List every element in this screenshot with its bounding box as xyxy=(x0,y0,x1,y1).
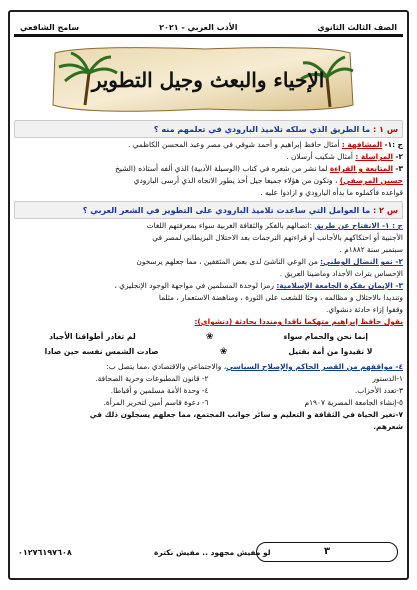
answer-line: قواعده فأكملوه ما بدأه البارودي و ازادوا عليه . xyxy=(260,188,403,197)
answer-line: ٣- المتابعة و القراءة لما نشر من شعره في كتاب (الوسيلة الأدبية) الذي ألفه أستاذه (الشيخ xyxy=(115,164,403,173)
answer-line: الأجنبية أو احتكاكهم بالأجانب أو قراءتهم الترجمات بعد الاحتلال البريطاني لمصر في xyxy=(152,233,403,242)
question-2-label: س ٢ : xyxy=(372,205,398,215)
answer-line: شعرهم. xyxy=(373,422,403,431)
reform-list-row: ٥-إنشاء الجامعة المصرية ١٩٠٧م ٦- دعوة قاسم أمين لتحرير المرأة. xyxy=(103,398,403,407)
title-banner xyxy=(45,43,360,117)
page-footer xyxy=(14,540,403,566)
reform-list-row: ٣-تعدد الأحزاب. ٤- وحدة الأمة مسلمين و أقباطا. xyxy=(110,386,403,395)
grade-label: الصف الثالث الثانوي xyxy=(317,22,397,32)
page-header xyxy=(14,20,403,34)
banner-title: الإحياء والبعث وجيل التطوير xyxy=(91,68,325,92)
question-2-text: ما العوامل التي ساعدت تلاميذ البارودي على التطوير في الشعر العربي ؟ xyxy=(82,205,371,215)
page-number: ٣ xyxy=(256,542,398,562)
verse-separator-icon: ❀ xyxy=(219,347,228,357)
poem-verse: لا تقيدوا من أمة بقتيل ❀ صادت الشمس نفسه حين صادا xyxy=(44,347,373,357)
question-1-heading xyxy=(14,120,403,138)
subject-year: الأدب العربي - ٢٠٢١ xyxy=(159,22,238,32)
footer-motto: لو مفيش مجهود .. مفيش نكترة xyxy=(154,548,271,557)
banner-art xyxy=(45,43,360,117)
question-2-heading xyxy=(14,201,403,219)
answer-line: وقفوا إزاء حادثة دنشواي. xyxy=(326,305,403,314)
phone-number: ٠١٢٧٦١٩٧٦٠٨ xyxy=(18,548,72,557)
answer-line: ٣- الإيمان بفكرة الجامعة الإسلامية: رمزا لوحدة المسلمين في مواجهة الوجود الإنجليزي ، xyxy=(114,281,403,290)
verse-separator-icon: ❀ xyxy=(205,332,214,342)
teacher-name: سامح الشافعي xyxy=(20,22,80,32)
answer-line: ج :١- المشافهة : أمثال حافظ إبراهيم و أحمد شوقي في مصر وعبد المحسن الكاظمي . xyxy=(128,140,403,149)
answer-line: ٢- المراسلة : أمثال شكيب أرسلان . xyxy=(286,152,403,161)
answer-line: الإحساس بتراث الأجداد وماضينا العريق . xyxy=(279,269,403,278)
question-1-label: س ١ : xyxy=(372,124,398,134)
answer-line: ٤- مواقفهم من القصر الحاكم والإصلاح السياسي، والاجتماعي والاقتصادي ،مما يتصل ب: xyxy=(106,362,403,371)
answer-line: ٧-تغير الحياة في الثقافة و التعليم و سائر جوانب المجتمع، مما جعلهم يسجلون ذلك في xyxy=(89,410,403,419)
main-content xyxy=(14,118,403,433)
answer-line: سبتمبر سنة ١٨٨٢م . xyxy=(339,245,403,254)
answer-line: وتنديدا بالاحتلال و مظالمه ، وحثا للشعب على الثورة ، ومناهضة الاستعمار ، مثلما xyxy=(158,293,403,302)
poem-verse: إنما نحن والحمام سواء ❀ لم تغادر أطواقنا الأجياد xyxy=(49,332,368,342)
poem-intro: يقول حافظ إبراهيم متهكما ناقدا ومنددا بحادثة (دنشواي): xyxy=(194,317,403,326)
answer-line: ج : ١- الانفتاح عن طريق :اتصالهم بالفكر والثقافة الغربية سواء بمعرفتهم اللغات xyxy=(146,221,403,230)
answer-line: حسين المرصفي) ، وتكون من هؤلاء جميعا جيل أخذ يطور الاتجاه الذي أرسى البارودي xyxy=(133,176,403,185)
question-1-text: ما الطريق الذي سلكه تلاميذ البارودي في تعلمهم منه ؟ xyxy=(153,124,371,134)
reform-list-row: ١-الدستور ٢- قانون المطبوعات وحرية الصحافة. xyxy=(95,374,403,383)
answer-line: ٢- نمو النضال الوطني: من الوعي الناشئ لدى بعض المثقفين ، مما جعلهم يرسخون xyxy=(136,257,403,266)
header-rule xyxy=(14,34,403,37)
